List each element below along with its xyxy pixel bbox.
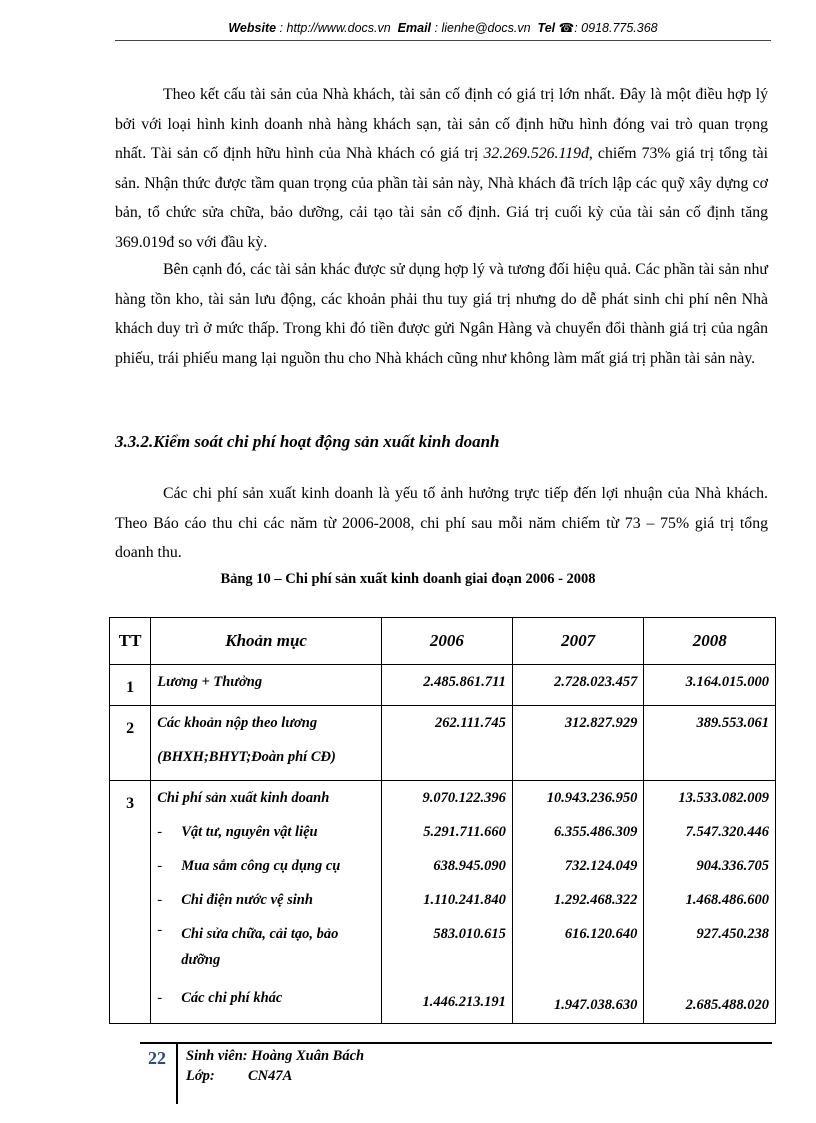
phone-icon: ☎: [558, 21, 575, 35]
page-header: [115, 18, 771, 41]
row2-2008: 389.553.061: [644, 706, 776, 781]
p1-text-a: Theo kết cấu tài sản của Nhà khách, tài sản cố định có giá trị lớn nhất. Đây là một điều hợp lý bởi với loại hình kinh doanh nhà hàng khách sạn, tài sản cố định hữu hình đóng vai trò quan trọng nhất. Tài sản cố định hữu hình của Nhà khách có giá trị: [115, 86, 768, 162]
paragraph-fixed-assets: [115, 80, 768, 257]
list-item: - Mua sắm công cụ dụng cụ: [157, 858, 341, 874]
header-2006: 2006: [382, 618, 513, 665]
row1-2007: 2.728.023.457: [512, 665, 644, 706]
p1-text-b: , chiếm 73% giá trị tổng tài sản. Nhận thức được tầm quan trọng của phần tài sản này, Nhà khách đã trích lập các quỹ xây dựng cơ bản, tổ chức sửa chữa, bảo dưỡng, cải tạo tài sản cố định. Giá trị cuối kỳ của tài sản cố định tăng 369.019đ so với đầu kỳ.: [115, 145, 769, 251]
row3-2007: 10.943.236.950 6.355.486.309 732.124.049 1.292.468.322 616.120.640 1.947.038.630: [512, 781, 644, 1024]
row2-item: Các khoản nộp theo lương (BHXH;BHYT;Đoàn phí CĐ): [151, 706, 382, 781]
row1-tt: 1: [110, 665, 151, 706]
section-heading: 3.3.2.Kiểm soát chi phí hoạt động sản xuất kinh doanh: [115, 432, 500, 451]
row3-tt: 3: [110, 781, 151, 1024]
website-label: Website: [228, 21, 277, 35]
page-number: 22: [148, 1048, 166, 1068]
row1-item: Lương + Thưởng: [151, 665, 382, 706]
row2-2006: 262.111.745: [382, 706, 513, 781]
list-item: - Vật tư, nguyên vật liệu: [157, 824, 318, 840]
footer-divider: [176, 1044, 178, 1104]
email-label: Email: [397, 21, 432, 35]
student-name: Hoàng Xuân Bách: [251, 1048, 365, 1064]
table-row: [110, 706, 776, 781]
header-2008: 2008: [644, 618, 776, 665]
table-header-row: [110, 618, 776, 665]
list-item: - Chi điện nước vệ sinh: [157, 892, 313, 908]
row2-tt: 2: [110, 706, 151, 781]
header-tt: TT: [110, 618, 151, 665]
row2-2007: 312.827.929: [512, 706, 644, 781]
cost-table: [109, 617, 776, 1024]
table-row: [110, 665, 776, 706]
header-2007: 2007: [512, 618, 644, 665]
student-info: [186, 1046, 364, 1086]
email-address[interactable]: : lienhe@docs.vn: [434, 21, 531, 35]
class-label: Lớp:: [186, 1068, 215, 1084]
table-caption: Bảng 10 – Chi phí sản xuất kinh doanh giai đoạn 2006 - 2008: [220, 571, 596, 587]
list-item: - Các chi phí khác: [157, 990, 283, 1006]
p3-text: Các chi phí sản xuất kinh doanh là yếu tố ảnh hưởng trực tiếp đến lợi nhuận của Nhà khách. Theo Báo cáo thu chi các năm từ 2006-2008, chi phí sau mỗi năm chiếm từ 73 – 75% giá trị tổng doanh thu.: [115, 485, 768, 561]
tel-number: : 0918.775.368: [574, 21, 658, 35]
class-name: CN47A: [248, 1068, 293, 1084]
tel-label: Tel: [537, 21, 556, 35]
row3-main-label: Chi phí sản xuất kinh doanh: [157, 790, 330, 806]
row3-2006: 9.070.122.396 5.291.711.660 638.945.090 1.110.241.840 583.010.615 1.446.213.191: [382, 781, 513, 1024]
website-url[interactable]: : http://www.docs.vn: [279, 21, 391, 35]
p2-text: Bên cạnh đó, các tài sản khác được sử dụng hợp lý và tương đối hiệu quả. Các phần tài sản như hàng tồn kho, tài sản lưu động, các khoản phải thu tuy giá trị nhưng do dễ phát sinh chi phí nên Nhà khách duy trì ở mức thấp. Trong khi đó tiền được gửi Ngân Hàng và chuyển đổi thành giá trị của ngân phiếu, trái phiếu mang lại nguồn thu cho Nhà khách cũng như không làm mất giá trị phần tài sản này.: [115, 261, 768, 367]
row3-item: [151, 781, 382, 1024]
row3-2008: 13.533.082.009 7.547.320.446 904.336.705 1.468.486.600 927.450.238 2.685.488.020: [644, 781, 776, 1024]
paragraph-costs-intro: [115, 479, 768, 568]
row1-2006: 2.485.861.711: [382, 665, 513, 706]
p1-asset-value: 32.269.526.119đ: [483, 145, 589, 162]
row1-2008: 3.164.015.000: [644, 665, 776, 706]
header-item: Khoản mục: [151, 618, 382, 665]
page-footer: [140, 1042, 772, 1104]
student-label: Sinh viên:: [186, 1048, 248, 1064]
list-item: - Chi sửa chữa, cải tạo, bảo dưỡng: [157, 922, 339, 968]
table-row: [110, 781, 776, 1024]
footer-rule: [140, 1042, 772, 1044]
paragraph-other-assets: [115, 255, 768, 373]
